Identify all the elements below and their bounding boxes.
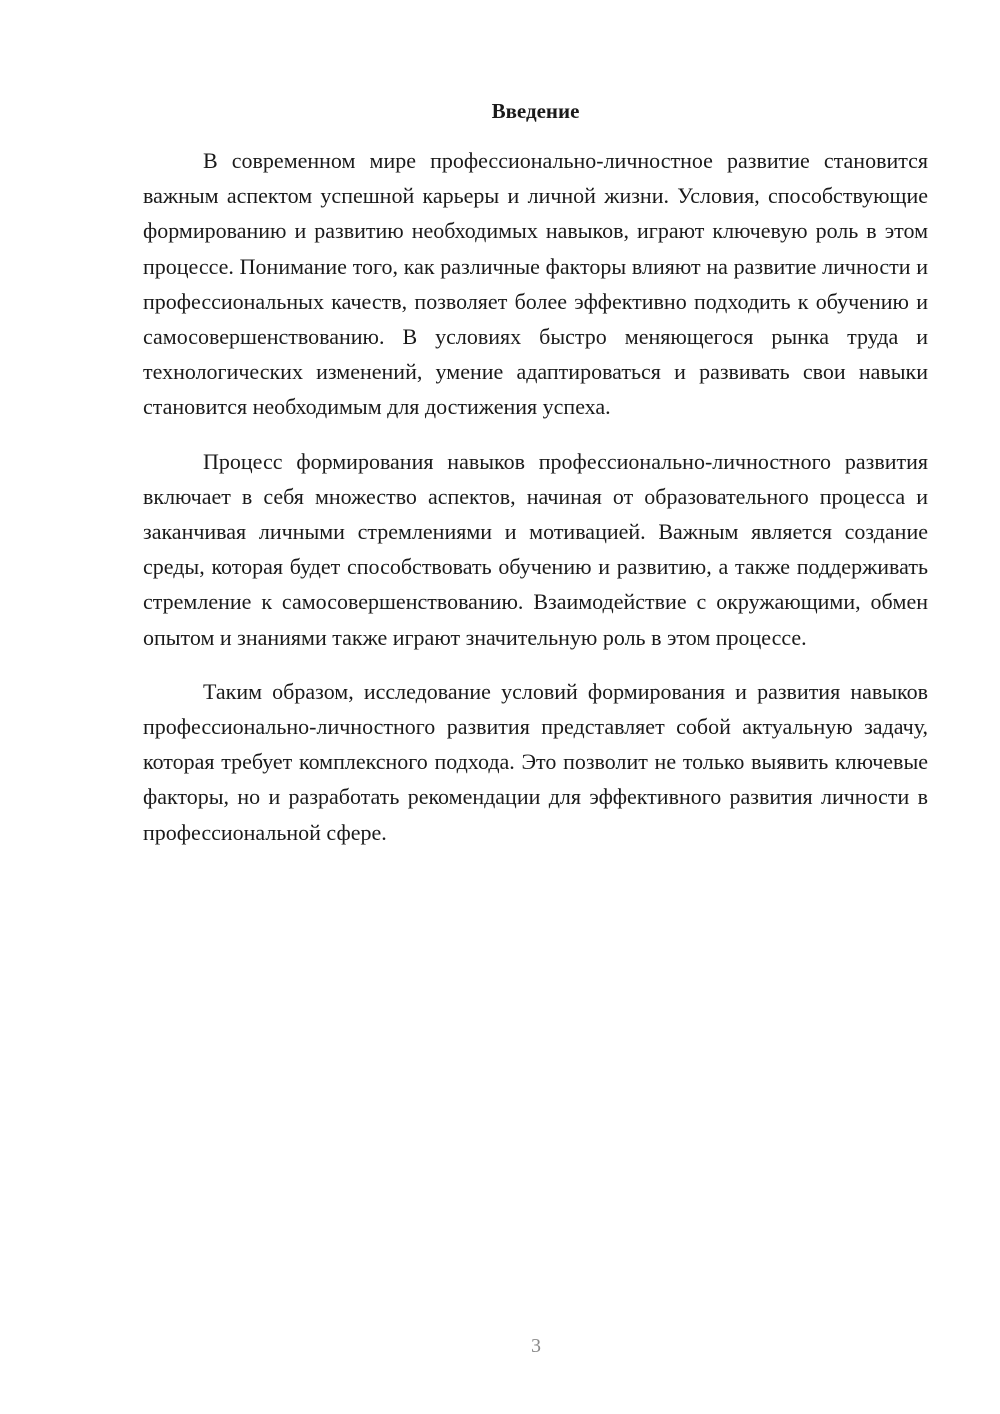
body-text bbox=[143, 143, 928, 869]
paragraph-2: Процесс формирования навыков профессионально-личностного развития включает в себя множество аспектов, начиная от образовательного процесса и заканчивая личными стремлениями и мотивацией. Важным является создание среды, которая будет способствовать обучению и развитию, а также поддерживать стремление к самосовершенствованию. Взаимодействие с окружающими, обмен опытом и знаниями также играют значительную роль в этом процессе. bbox=[143, 448, 928, 650]
page-number: 3 bbox=[531, 1335, 541, 1357]
section-title: Введение bbox=[491, 99, 580, 123]
paragraph-1: В современном мире профессионально-личностное развитие становится важным аспектом успешной карьеры и личной жизни. Условия, способствующие формированию и развитию необходимых навыков, играют ключевую роль в этом процессе. Понимание того, как различные факторы влияют на развитие личности и профессиональных качеств, позволяет более эффективно подходить к обучению и самосовершенствованию. В условиях быстро меняющегося рынка труда и технологических изменений, умение адаптироваться и развивать свои навыки становится необходимым для достижения успеха. bbox=[143, 148, 928, 420]
paragraph-3: Таким образом, исследование условий формирования и развития навыков профессионально-личностного развития представляет собой актуальную задачу, которая требует комплексного подхода. Это позволит не только выявить ключевые факторы, но и разработать рекомендации для эффективного развития личности в профессиональной сфере. bbox=[143, 678, 928, 845]
